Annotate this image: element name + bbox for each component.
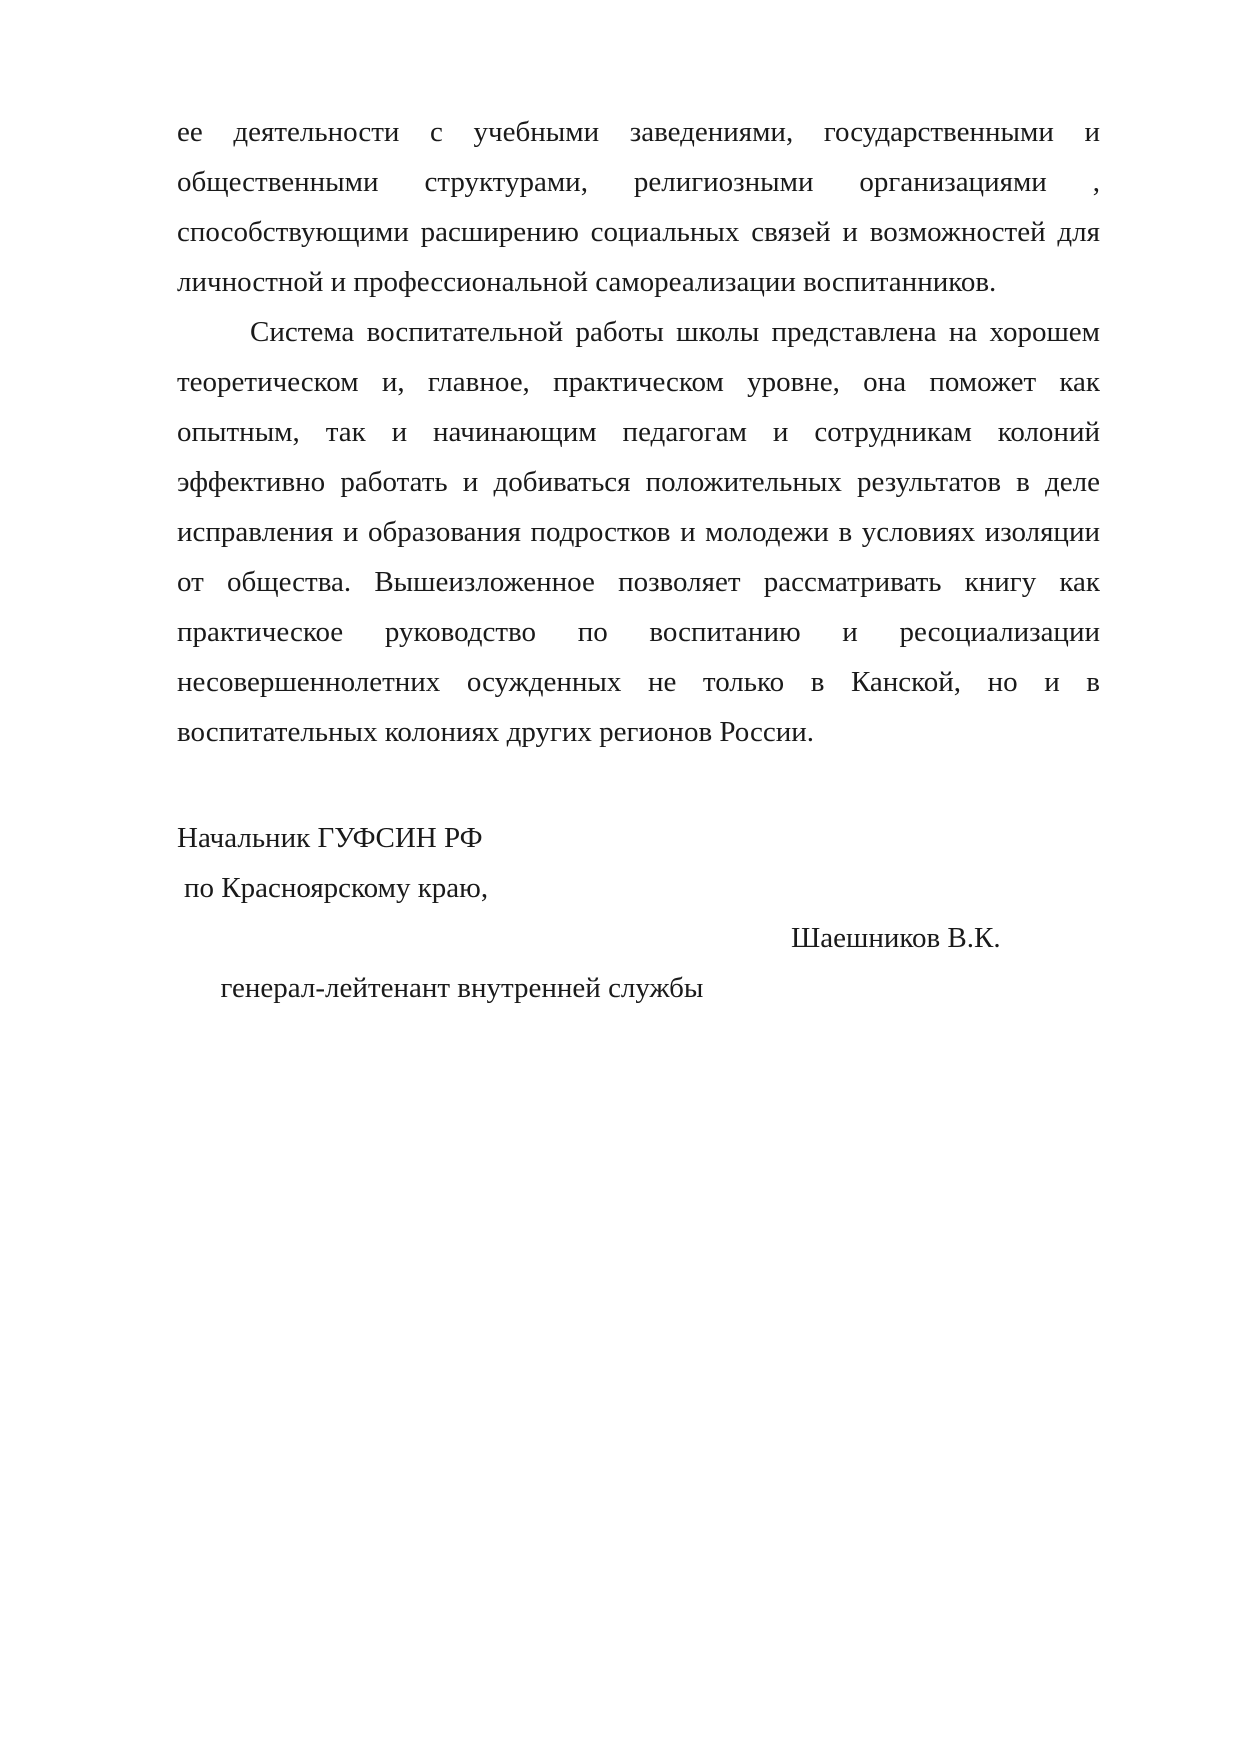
signature-position-line-3: генерал-лейтенант внутренней службы bbox=[220, 972, 704, 1004]
paragraph-continuation: ее деятельности с учебными заведениями, государственными и общественными структурами, религиозными организациями , способствующими расширению социальных связей и возможностей для личностной и профессиональной самореализации воспитанников. bbox=[177, 116, 1100, 298]
body-text bbox=[177, 107, 1100, 757]
signature-position-row bbox=[177, 913, 1100, 1004]
signature-block bbox=[177, 813, 1100, 1004]
signature-position-line-2: по Красноярскому краю, bbox=[184, 872, 489, 904]
signature-position-line-1: Начальник ГУФСИН РФ bbox=[177, 822, 483, 854]
signatory-name: Шаешников В.К. bbox=[791, 922, 1001, 954]
paragraph-education-system: Система воспитательной работы школы представлена на хорошем теоретическом и, главное, практическом уровне, она поможет как опытным, так и начинающим педагогам и сотрудникам колоний эффективно работать и добиваться положительных результатов в деле исправления и образования подростков и молодежи в условиях изоляции от общества. Вышеизложенное позволяет рассматривать книгу как практическое руководство по воспитанию и ресоциализации несовершеннолетних осужденных не только в Канской, но и в воспитательных колониях других регионов России. bbox=[177, 316, 1100, 748]
